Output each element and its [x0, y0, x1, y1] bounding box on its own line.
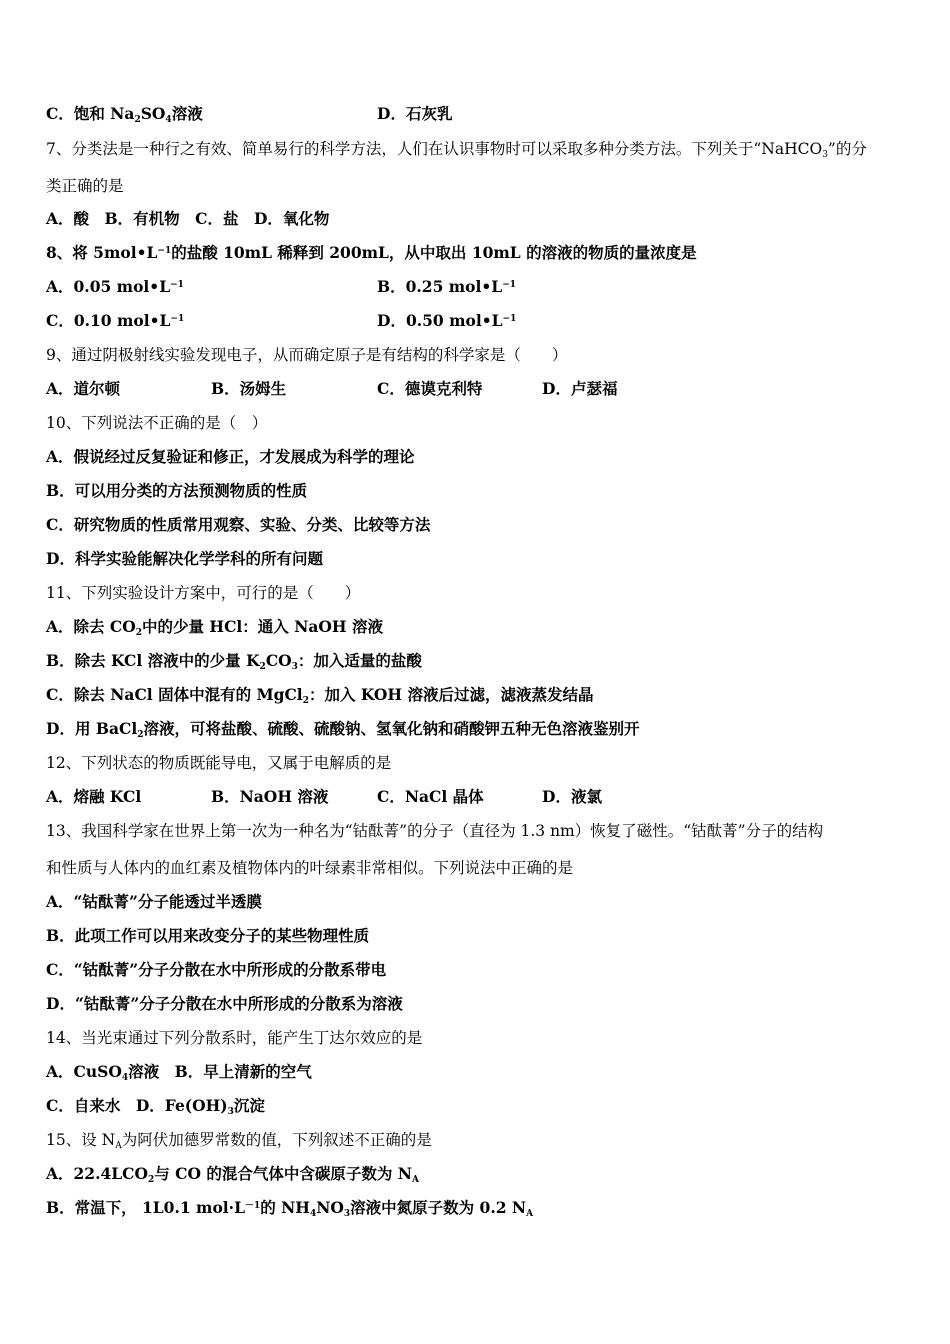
q9-option-a: A．道尔顿	[46, 379, 121, 398]
q10-option-b: B．可以用分类的方法预测物质的性质	[46, 481, 308, 500]
q11-option-c: C．除去 NaCl 固体中混有的 MgCl$_2$：加入 KOH 溶液后过滤，滤液蒸发结晶	[46, 685, 594, 706]
q8-stem: 8、将 $5mol•L^{-1}$的盐酸 10mL 稀释到 200mL，从中取出 10mL 的溶液的物质的量浓度是	[46, 243, 697, 262]
q10-option-d: D．科学实验能解决化学学科的所有问题	[46, 549, 323, 568]
q15-option-a: A．$22.4LCO_2$与 CO 的混合气体中含碳原子数为 $N_A$	[46, 1164, 419, 1185]
q6-option-c: C．饱和 $Na_2SO_4$溶液	[46, 104, 203, 125]
q8-option-a: A．0.05 $mol•L^{-1}$	[46, 277, 184, 296]
q7-stem-line2: 类正确的是	[46, 177, 124, 195]
q12-option-b: B．NaOH 溶液	[211, 787, 329, 806]
q11-option-a: A．除去 $CO_2$中的少量 HCl：通入 NaOH 溶液	[46, 617, 383, 638]
q8-option-b: B．0.25 $mol•L^{-1}$	[377, 277, 516, 296]
q10-option-c: C．研究物质的性质常用观察、实验、分类、比较等方法	[46, 515, 431, 534]
q14-options-cd: C．自来水 D．$Fe(OH)_3$沉淀	[46, 1096, 265, 1117]
q11-option-b: B．除去 KCl 溶液中的少量 $K_2CO_3$：加入适量的盐酸	[46, 651, 422, 672]
q10-option-a: A．假说经过反复验证和修正，才发展成为科学的理论	[46, 447, 415, 466]
q7-stem-line1: 7、分类法是一种行之有效、简单易行的科学方法，人们在认识事物时可以采取多种分类方法。下列关于“NaHCO$_3$”的分	[46, 140, 867, 160]
q6-option-d: D．石灰乳	[377, 104, 453, 123]
q12-stem: 12、下列状态的物质既能导电，又属于电解质的是	[46, 754, 392, 772]
q12-option-d: D．液氯	[542, 787, 602, 806]
q9-option-d: D．卢瑟福	[542, 379, 618, 398]
q13-option-b: B．此项工作可以用来改变分子的某些物理性质	[46, 926, 370, 945]
q13-option-d: D．“钴酞菁”分子分散在水中所形成的分散系为溶液	[46, 994, 403, 1013]
q15-option-b: B．常温下， 1L0.1 $mol\cdot L^{-1}$的 $NH_4NO_3$溶液中氮原子数为 0.2 $N_A$	[46, 1198, 534, 1219]
q13-stem-line2: 和性质与人体内的血红素及植物体内的叶绿素非常相似。下列说法中正确的是	[46, 859, 574, 877]
q10-stem: 10、下列说法不正确的是（ ）	[46, 414, 268, 432]
q12-option-a: A．熔融 KCl	[46, 787, 142, 806]
q12-option-c: C．NaCl 晶体	[377, 787, 484, 806]
q8-option-c: C．0.10 $mol•L^{-1}$	[46, 311, 185, 330]
q11-option-d: D．用 BaCl$_2$溶液，可将盐酸、硫酸、硫酸钠、氢氧化钠和硝酸钾五种无色溶液鉴别开	[46, 719, 640, 740]
q13-option-c: C．“钴酞菁”分子分散在水中所形成的分散系带电	[46, 960, 387, 979]
q15-stem: 15、设 $N_A$为阿伏加德罗常数的值，下列叙述不正确的是	[46, 1131, 432, 1151]
q11-stem: 11、下列实验设计方案中，可行的是（ ）	[46, 584, 361, 602]
q8-option-d: D．0.50 $mol•L^{-1}$	[377, 311, 517, 330]
q13-stem-line1: 13、我国科学家在世界上第一次为一种名为“钴酞菁”的分子（直径为 1.3 nm）恢复了磁性。“钴酞菁”分子的结构	[46, 822, 824, 840]
q9-option-b: B．汤姆生	[211, 379, 287, 398]
q9-option-c: C．德谟克利特	[377, 379, 483, 398]
q9-stem: 9、通过阴极射线实验发现电子，从而确定原子是有结构的科学家是（ ）	[46, 346, 568, 364]
q14-options-ab: A．CuSO$_4$溶液 B．早上清新的空气	[46, 1062, 312, 1083]
q14-stem: 14、当光束通过下列分散系时，能产生丁达尔效应的是	[46, 1029, 423, 1047]
q7-options: A．酸 B．有机物 C．盐 D．氧化物	[46, 209, 330, 228]
q13-option-a: A．“钴酞菁”分子能透过半透膜	[46, 892, 262, 911]
